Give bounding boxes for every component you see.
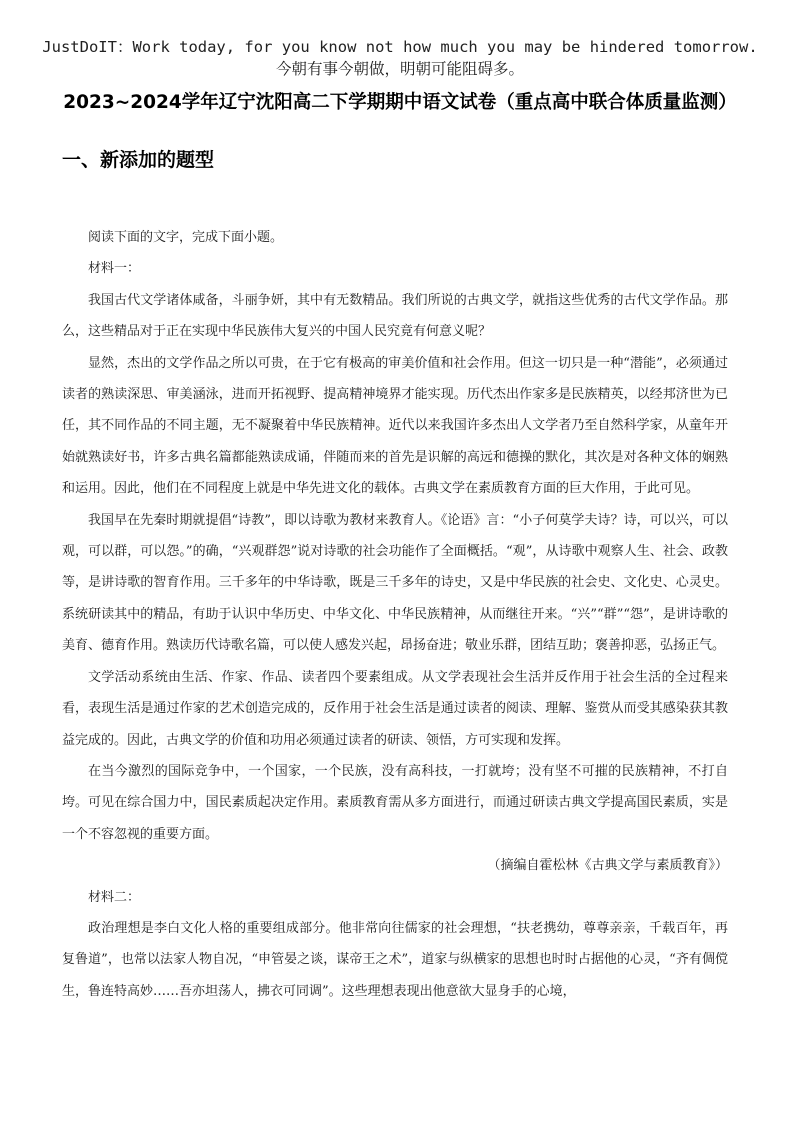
- paragraph: 在当今激烈的国际竞争中，一个国家，一个民族，没有高科技，一打就垮；没有坚不可摧的民族精神，不打自垮。可见在综合国力中，国民素质起决定作用。素质教育需从多方面进行，而通过研读古典文学提高国民素质，实是一个不容忽视的重要方面。: [62, 763, 728, 842]
- paragraph: 我国早在先秦时期就提倡“诗教”，即以诗歌为教材来教育人。《论语》言：“小子何莫学夫诗？诗，可以兴，可以观，可以群，可以怨。”的确，“兴观群怨”说对诗歌的社会功能作了全面概括。“观”，从诗歌中观察人生、社会、政教等，是讲诗歌的智育作用。三千多年的中华诗歌，既是三千多年的诗史，又是中华民族的社会史、文化史、心灵史。系统研读其中的精品，有助于认识中华历史、中华文化、中华民族精神，从而继往开来。“兴”“群”“怨”，是讲诗歌的美育、德育作用。熟读历代诗歌名篇，可以使人感发兴起，昂扬奋进；敬业乐群，团结互助；褒善抑恶，弘扬正气。: [62, 512, 728, 654]
- document-title: 2023~2024学年辽宁沈阳高二下学期期中语文试卷（重点高中联合体质量监测）: [63, 92, 737, 113]
- page-header-motto: JustDoIT：Work today, for you know not how much you may be hindered tomorrow.今朝有事今朝做，明朝可能阻碍多。: [42, 38, 758, 78]
- paragraph: 显然，杰出的文学作品之所以可贵，在于它有极高的审美价值和社会作用。但这一切只是一种“潜能”，必须通过读者的熟读深思、审美涵泳，进而开拓视野、提高精神境界才能实现。历代杰出作家多是民族精英，以经邦济世为已任，其不同作品的不同主题，无不凝聚着中华民族精神。近代以来我国许多杰出人文学者乃至自然科学家，从童年开始就熟读好书，许多古典名篇都能熟读成诵，伴随而来的首先是识解的高远和德操的默化，其次是对各种文体的娴熟和运用。因此，他们在不同程度上就是中华先进文化的载体。古典文学在素质教育方面的巨大作用，于此可见。: [62, 355, 728, 497]
- source-citation: （摘编自霍松林《古典文学与素质教育》）: [487, 858, 728, 874]
- material-one-label: 材料一：: [88, 261, 141, 277]
- material-two-label: 材料二：: [88, 889, 141, 905]
- paragraph: 文学活动系统由生活、作家、作品、读者四个要素组成。从文学表现社会生活并反作用于社会生活的全过程来看，表现生活是通过作家的艺术创造完成的，反作用于社会生活是通过读者的阅读、理解、鉴赏从而受其感染获其教益完成的。因此，古典文学的价值和功用必须通过读者的研读、领悟，方可实现和发挥。: [62, 669, 728, 748]
- paragraph: 我国古代文学诸体咸备，斗丽争妍，其中有无数精品。我们所说的古典文学，就指这些优秀的古代文学作品。那么，这些精品对于正在实现中华民族伟大复兴的中国人民究竟有何意义呢？: [62, 292, 728, 340]
- reading-passage: [62, 222, 728, 1007]
- section-heading: 一、新添加的题型: [62, 149, 215, 171]
- paragraph: 政治理想是李白文化人格的重要组成部分。他非常向往儒家的社会理想，“扶老携幼，尊尊亲亲，千载百年，再复鲁道”，也常以法家人物自况，“申管晏之谈，谋帝王之术”，道家与纵横家的思想也时时占据他的心灵，“齐有倜傥生，鲁连特高妙……吾亦坦荡人，拂衣可同调”。这些理想表现出他意欲大显身手的心境，: [62, 920, 728, 999]
- instruction-text: 阅读下面的文字，完成下面小题。: [88, 230, 284, 245]
